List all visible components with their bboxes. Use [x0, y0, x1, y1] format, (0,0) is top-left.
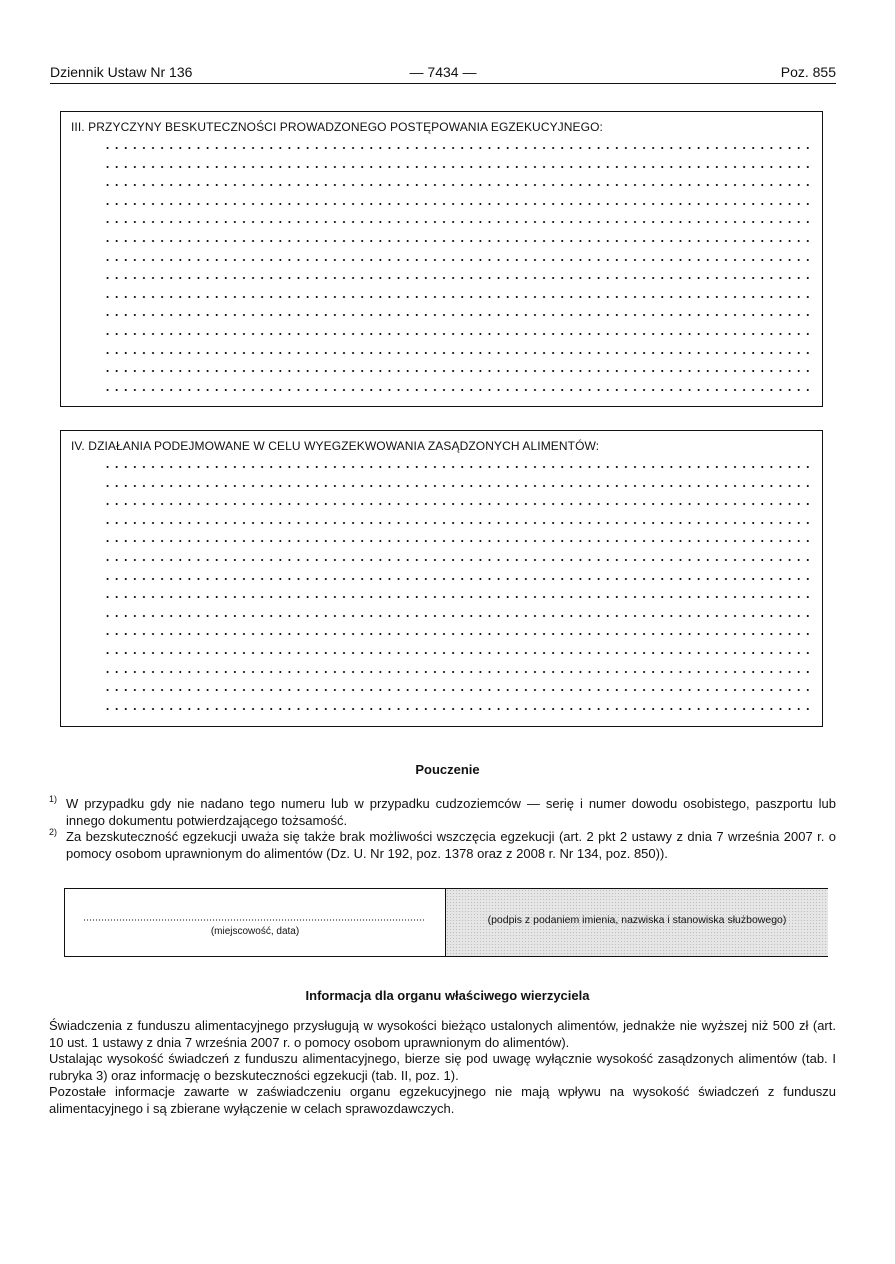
footnote-2: Za bezskuteczność egzekucji uważa się także brak możliwości wszczęcia egzekucji (art. 2 pkt 2 ustawy z dnia 7 września 2007 r. o pomocy osobom uprawnionym do alimentów (Dz. U. Nr 192, poz. 1378 oraz z 2008 r. Nr 134, poz. 850)).: [66, 829, 836, 861]
fill-in-line[interactable]: [103, 708, 810, 710]
fill-in-line[interactable]: [103, 370, 810, 372]
place-date-field[interactable]: [65, 889, 445, 956]
info-paragraph-2: Ustalając wysokość świadczeń z funduszu alimentacyjnego, bierze się pod uwagę wyłącznie wysokość zasądzonych alimentów (tab. I rubryka 3) oraz informację o bezskuteczności egzekucji (tab. II, poz. 1).: [49, 1051, 836, 1083]
info-body: [49, 1018, 836, 1118]
fill-in-line[interactable]: [103, 652, 810, 654]
fill-in-line[interactable]: [103, 147, 810, 149]
fill-in-line[interactable]: [103, 184, 810, 186]
fill-in-line[interactable]: [103, 485, 810, 487]
place-date-line: [83, 919, 425, 921]
fill-in-line[interactable]: [103, 333, 810, 335]
page-number: — 7434 —: [409, 64, 477, 80]
fill-in-line[interactable]: [103, 166, 810, 168]
header-divider: [50, 83, 836, 84]
fill-in-line[interactable]: [103, 466, 810, 468]
signature-box: [64, 888, 828, 957]
fill-in-line[interactable]: [103, 578, 810, 580]
fill-in-line[interactable]: [103, 559, 810, 561]
pouczenie-heading: Pouczenie: [415, 762, 480, 777]
fill-in-line[interactable]: [103, 671, 810, 673]
fill-in-line[interactable]: [103, 296, 810, 298]
footnote-1: W przypadku gdy nie nadano tego numeru lub w przypadku cudzoziemców — serię i numer dowodu osobistego, paszportu lub innego dokumentu potwierdzającego tożsamość.: [66, 796, 836, 828]
fill-in-line[interactable]: [103, 503, 810, 505]
fill-in-line[interactable]: [103, 615, 810, 617]
footnote-1-marker: 1): [49, 794, 58, 804]
footnote-2-marker: 2): [49, 827, 58, 837]
fill-in-line[interactable]: [103, 596, 810, 598]
fill-in-line[interactable]: [103, 540, 810, 542]
journal-title: Dziennik Ustaw Nr 136: [50, 64, 193, 80]
signature-field[interactable]: [445, 889, 828, 956]
fill-in-line[interactable]: [103, 389, 810, 391]
fill-in-line[interactable]: [103, 689, 810, 691]
section-4-box: [60, 430, 823, 727]
page-header: [50, 64, 836, 84]
fill-in-line[interactable]: [103, 240, 810, 242]
fill-in-line[interactable]: [103, 259, 810, 261]
info-paragraph-1: Świadczenia z funduszu alimentacyjnego przysługują w wysokości bieżąco ustalonych alimentów, jednakże nie wyższej niż 500 zł (art. 10 ust. 1 ustawy z dnia 7 września 2007 r. o pomocy osobom uprawnionym do alimentów).: [49, 1018, 836, 1050]
info-paragraph-3: Pozostałe informacje zawarte w zaświadczeniu organu egzekucyjnego nie mają wpływu na wysokość świadczeń z funduszu alimentacyjnego i są zbierane wyłączenie w celach sprawozdawczych.: [49, 1084, 836, 1116]
position-number: Poz. 855: [780, 64, 836, 80]
section-3-box: [60, 111, 823, 407]
info-heading: Informacja dla organu właściwego wierzyciela: [305, 988, 590, 1003]
section-4-title: IV. DZIAŁANIA PODEJMOWANE W CELU WYEGZEKWOWANIA ZASĄDZONYCH ALIMENTÓW:: [71, 439, 600, 453]
place-date-label: (miejscowość, data): [210, 926, 300, 937]
fill-in-line[interactable]: [103, 633, 810, 635]
fill-in-line[interactable]: [103, 314, 810, 316]
fill-in-line[interactable]: [103, 277, 810, 279]
fill-in-line[interactable]: [103, 221, 810, 223]
fill-in-line[interactable]: [103, 203, 810, 205]
signature-label: (podpis z podaniem imienia, nazwiska i stanowiska służbowego): [487, 914, 787, 926]
fill-in-line[interactable]: [103, 522, 810, 524]
section-3-title: III. PRZYCZYNY BESKUTECZNOŚCI PROWADZONEGO POSTĘPOWANIA EGZEKUCYJNEGO:: [71, 120, 603, 134]
fill-in-line[interactable]: [103, 352, 810, 354]
